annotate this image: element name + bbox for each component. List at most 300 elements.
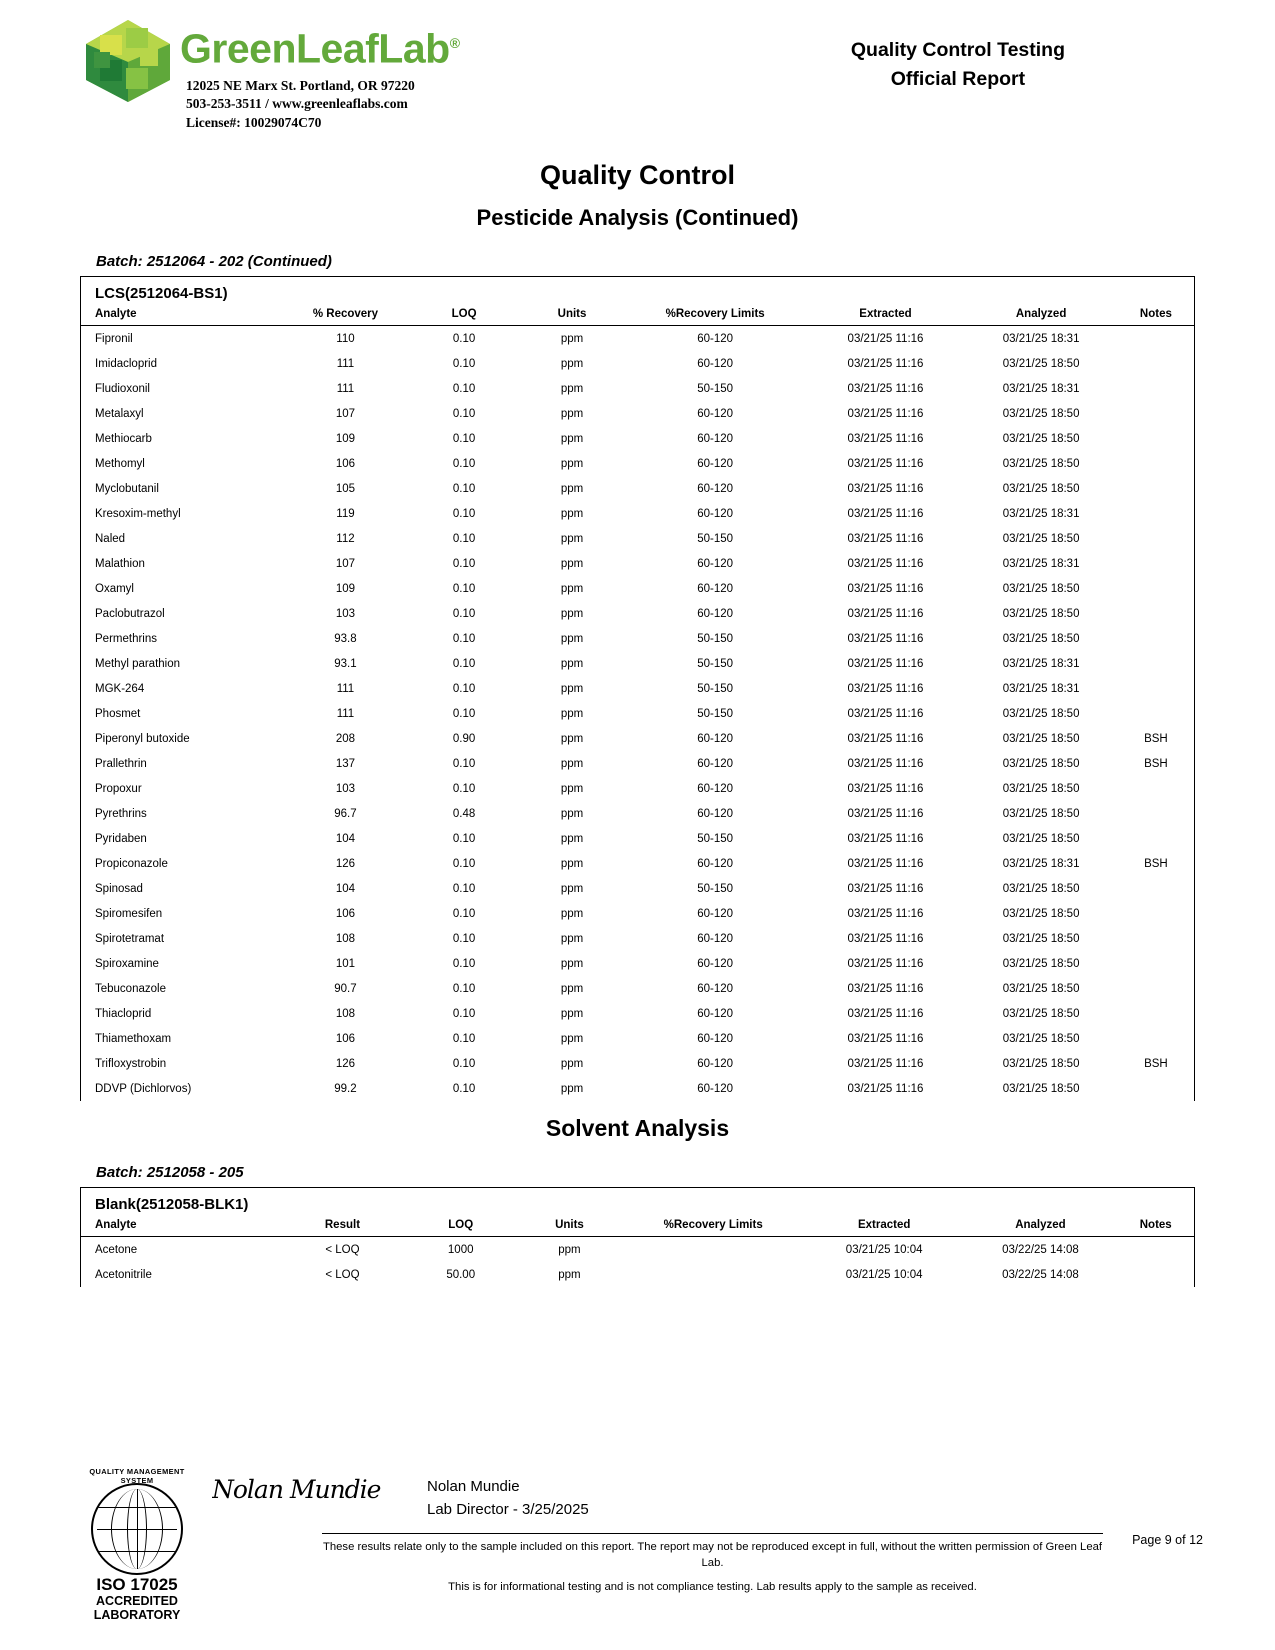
cell-analyzed: 03/21/25 18:50 bbox=[1002, 407, 1080, 420]
cell-extracted: 03/21/25 11:16 bbox=[847, 407, 924, 420]
cell-units: ppm bbox=[560, 982, 584, 995]
page-title: Quality Control bbox=[540, 160, 735, 191]
cell-analyzed: 03/21/25 18:50 bbox=[1002, 832, 1080, 845]
page-number: Page 9 of 12 bbox=[1132, 1533, 1203, 1547]
cell-limits: 60-120 bbox=[697, 1082, 734, 1095]
table-row bbox=[81, 426, 1194, 451]
cell-extracted: 03/21/25 11:16 bbox=[847, 982, 924, 995]
table-row bbox=[81, 901, 1194, 926]
table-row bbox=[81, 551, 1194, 576]
cell-limits: 60-120 bbox=[697, 407, 734, 420]
cell-value: 93.1 bbox=[334, 657, 357, 670]
cell-analyte: Spiroxamine bbox=[95, 957, 159, 970]
table-row bbox=[81, 676, 1194, 701]
col-analyzed: Analyzed bbox=[1015, 308, 1067, 321]
table-row bbox=[81, 801, 1194, 826]
cell-value: 126 bbox=[335, 1057, 356, 1070]
cell-limits bbox=[621, 1262, 804, 1287]
cell-loq: 0.10 bbox=[452, 507, 476, 520]
pesticide-table-body bbox=[81, 326, 1194, 1102]
disclaimer bbox=[322, 1533, 1103, 1595]
cell-value: 106 bbox=[335, 457, 356, 470]
cell-analyzed: 03/22/25 14:08 bbox=[1002, 1243, 1079, 1256]
cell-loq: 0.10 bbox=[452, 832, 476, 845]
cell-analyzed: 03/22/25 14:08 bbox=[1002, 1268, 1079, 1281]
table-row bbox=[81, 451, 1194, 476]
cell-extracted: 03/21/25 11:16 bbox=[847, 507, 924, 520]
cell-units: ppm bbox=[560, 557, 584, 570]
address-line-1: 12025 NE Marx St. Portland, OR 97220 bbox=[186, 77, 415, 93]
iso-standard-label: ISO 17025 bbox=[96, 1575, 178, 1594]
table-row bbox=[81, 1026, 1194, 1051]
cell-analyzed: 03/21/25 18:50 bbox=[1002, 1082, 1080, 1095]
cell-value: 119 bbox=[336, 507, 355, 520]
cell-loq: 0.10 bbox=[452, 957, 476, 970]
cell-value: 104 bbox=[335, 832, 356, 845]
cell-notes bbox=[1118, 1076, 1194, 1101]
col-analyte: Analyte bbox=[95, 1219, 137, 1232]
cell-loq: 0.10 bbox=[452, 332, 476, 345]
col-analyzed: Analyzed bbox=[1015, 1219, 1066, 1232]
cell-units: ppm bbox=[560, 482, 584, 495]
cell-units: ppm bbox=[560, 657, 584, 670]
cell-loq: 0.10 bbox=[452, 1057, 476, 1070]
cell-value: 107 bbox=[335, 407, 356, 420]
cell-value: 106 bbox=[335, 907, 356, 920]
brand-block bbox=[80, 18, 460, 132]
cell-value: 107 bbox=[335, 557, 356, 570]
cell-analyzed: 03/21/25 18:50 bbox=[1002, 357, 1080, 370]
cell-value: 106 bbox=[335, 1032, 356, 1045]
cell-value: 111 bbox=[336, 357, 355, 370]
brand-text-block bbox=[180, 18, 460, 132]
cell-limits: 50-150 bbox=[697, 682, 734, 695]
signer-name: Nolan Mundie bbox=[427, 1478, 520, 1495]
cell-analyte: Phosmet bbox=[95, 707, 141, 720]
cell-limits: 60-120 bbox=[697, 932, 734, 945]
cell-limits: 60-120 bbox=[697, 757, 734, 770]
cell-analyzed: 03/21/25 18:50 bbox=[1002, 807, 1080, 820]
cell-analyte: MGK-264 bbox=[95, 682, 145, 695]
col-recovery-limits: %Recovery Limits bbox=[665, 308, 765, 321]
cell-value: 103 bbox=[335, 782, 356, 795]
cell-analyzed: 03/21/25 18:50 bbox=[1002, 532, 1080, 545]
cell-extracted: 03/21/25 11:16 bbox=[847, 557, 924, 570]
cell-units: ppm bbox=[560, 907, 584, 920]
cell-loq: 0.10 bbox=[452, 457, 476, 470]
cell-extracted: 03/21/25 11:16 bbox=[847, 482, 924, 495]
cell-analyzed: 03/21/25 18:50 bbox=[1002, 907, 1080, 920]
cell-limits: 60-120 bbox=[697, 507, 734, 520]
cell-extracted: 03/21/25 11:16 bbox=[847, 732, 924, 745]
cell-loq: 0.10 bbox=[452, 657, 476, 670]
cell-limits: 60-120 bbox=[697, 582, 734, 595]
cell-analyzed: 03/21/25 18:31 bbox=[1002, 557, 1080, 570]
cell-units: ppm bbox=[558, 1268, 581, 1281]
iso-laboratory-label: LABORATORY bbox=[93, 1608, 181, 1622]
cell-analyte: Pyridaben bbox=[95, 832, 147, 845]
cell-limits: 50-150 bbox=[697, 532, 734, 545]
lab-address bbox=[186, 77, 460, 133]
cell-value: 108 bbox=[335, 932, 356, 945]
report-title bbox=[851, 36, 1065, 94]
cell-notes bbox=[1118, 901, 1194, 926]
cell-value: 108 bbox=[335, 1007, 356, 1020]
cell-extracted: 03/21/25 11:16 bbox=[847, 532, 924, 545]
col-recovery: % Recovery bbox=[312, 308, 379, 321]
cell-value: < LOQ bbox=[325, 1243, 360, 1256]
brand-name-text: GreenLeafLab bbox=[180, 25, 450, 72]
cell-analyte: Acetone bbox=[95, 1243, 138, 1256]
col-units: Units bbox=[555, 1219, 584, 1232]
cell-analyzed: 03/21/25 18:50 bbox=[1002, 607, 1080, 620]
cell-loq: 0.10 bbox=[452, 707, 476, 720]
cell-notes: BSH bbox=[1144, 1057, 1168, 1070]
cell-loq: 0.10 bbox=[452, 532, 476, 545]
cell-units: ppm bbox=[560, 707, 584, 720]
cell-extracted: 03/21/25 10:04 bbox=[845, 1243, 923, 1256]
cell-loq: 0.10 bbox=[452, 607, 476, 620]
signature-image: Nolan Mundie bbox=[212, 1475, 381, 1504]
cell-extracted: 03/21/25 11:16 bbox=[847, 857, 924, 870]
cell-notes bbox=[1118, 951, 1194, 976]
cell-notes bbox=[1117, 1262, 1194, 1287]
cell-loq: 0.10 bbox=[452, 432, 476, 445]
cell-analyzed: 03/21/25 18:50 bbox=[1002, 482, 1080, 495]
table-row bbox=[81, 701, 1194, 726]
table-row bbox=[81, 376, 1194, 401]
cell-analyte: Methyl parathion bbox=[95, 657, 181, 670]
col-loq: LOQ bbox=[448, 1219, 474, 1232]
table-row bbox=[81, 851, 1194, 876]
qms-arc-label: QUALITY MANAGEMENT SYSTEM bbox=[89, 1467, 185, 1485]
cell-notes: BSH bbox=[1144, 857, 1168, 870]
cell-analyzed: 03/21/25 18:50 bbox=[1002, 882, 1080, 895]
cell-value: < LOQ bbox=[325, 1268, 360, 1281]
pesticide-header-row bbox=[81, 308, 1194, 326]
report-title-line-1: Quality Control Testing bbox=[850, 39, 1065, 61]
address-line-2: 503-253-3511 / www.greenleaflabs.com bbox=[186, 96, 408, 112]
signer-title: Lab Director - 3/25/2025 bbox=[427, 1501, 589, 1518]
cell-analyte: Piperonyl butoxide bbox=[95, 732, 190, 745]
cell-analyte: Tebuconazole bbox=[95, 982, 166, 995]
cell-notes: BSH bbox=[1144, 732, 1168, 745]
cell-limits: 60-120 bbox=[697, 482, 734, 495]
pesticide-table bbox=[81, 308, 1194, 1101]
table-row bbox=[81, 1001, 1194, 1026]
cell-loq: 50.00 bbox=[446, 1268, 476, 1281]
cell-notes bbox=[1118, 801, 1194, 826]
cell-loq: 0.10 bbox=[452, 857, 476, 870]
cell-notes bbox=[1118, 426, 1194, 451]
cell-loq: 0.10 bbox=[452, 482, 476, 495]
cell-analyzed: 03/21/25 18:50 bbox=[1002, 782, 1080, 795]
cell-extracted: 03/21/25 11:16 bbox=[847, 1007, 924, 1020]
cell-units: ppm bbox=[560, 1082, 584, 1095]
cell-notes bbox=[1118, 476, 1194, 501]
cell-units: ppm bbox=[560, 407, 584, 420]
cell-analyzed: 03/21/25 18:50 bbox=[1002, 582, 1080, 595]
cell-loq: 0.10 bbox=[452, 632, 476, 645]
cell-analyte: Myclobutanil bbox=[95, 482, 159, 495]
cell-loq: 0.10 bbox=[452, 682, 476, 695]
cell-limits: 50-150 bbox=[697, 882, 734, 895]
table-row bbox=[81, 876, 1194, 901]
cell-loq: 0.10 bbox=[452, 882, 476, 895]
cell-loq: 0.10 bbox=[452, 407, 476, 420]
cell-analyzed: 03/21/25 18:50 bbox=[1002, 932, 1080, 945]
cell-units: ppm bbox=[560, 632, 584, 645]
cell-analyzed: 03/21/25 18:31 bbox=[1002, 857, 1080, 870]
cell-notes bbox=[1118, 926, 1194, 951]
cell-extracted: 03/21/25 11:16 bbox=[847, 1032, 924, 1045]
cell-extracted: 03/21/25 11:16 bbox=[847, 632, 924, 645]
cell-notes bbox=[1118, 326, 1194, 352]
solvent-table-head bbox=[81, 1219, 1194, 1237]
registered-trademark: ® bbox=[449, 35, 460, 51]
cell-value: 103 bbox=[335, 607, 356, 620]
cell-units: ppm bbox=[560, 832, 584, 845]
cell-notes bbox=[1118, 676, 1194, 701]
cell-extracted: 03/21/25 11:16 bbox=[847, 882, 924, 895]
iso-accredited-label: ACCREDITED bbox=[96, 1594, 178, 1608]
table-row bbox=[81, 976, 1194, 1001]
cell-extracted: 03/21/25 11:16 bbox=[847, 1057, 924, 1070]
cell-analyzed: 03/21/25 18:50 bbox=[1002, 957, 1080, 970]
cell-loq: 0.10 bbox=[452, 782, 476, 795]
report-title-line-2: Official Report bbox=[890, 68, 1026, 90]
cell-units: ppm bbox=[560, 882, 584, 895]
cell-extracted: 03/21/25 11:16 bbox=[847, 932, 924, 945]
cell-units: ppm bbox=[560, 682, 584, 695]
cell-notes bbox=[1118, 501, 1194, 526]
cell-units: ppm bbox=[560, 357, 584, 370]
cell-analyte: Spinosad bbox=[95, 882, 143, 895]
cell-notes bbox=[1118, 451, 1194, 476]
cell-value: 109 bbox=[335, 582, 356, 595]
solvent-header-row bbox=[81, 1219, 1194, 1237]
col-loq: LOQ bbox=[451, 308, 477, 321]
cell-notes bbox=[1117, 1237, 1194, 1263]
cell-value: 137 bbox=[335, 757, 356, 770]
cell-extracted: 03/21/25 11:16 bbox=[847, 607, 924, 620]
cell-notes bbox=[1118, 826, 1194, 851]
cell-limits: 60-120 bbox=[697, 607, 734, 620]
cell-extracted: 03/21/25 11:16 bbox=[847, 807, 924, 820]
cell-loq: 0.10 bbox=[452, 582, 476, 595]
cell-value: 101 bbox=[335, 957, 356, 970]
cell-analyzed: 03/21/25 18:31 bbox=[1002, 657, 1080, 670]
cell-notes bbox=[1118, 626, 1194, 651]
disclaimer-line-1: These results relate only to the sample included on this report. The report may not be reproduced except in full, without the written permission of Green Leaf Lab. bbox=[322, 1541, 1103, 1569]
cell-loq: 1000 bbox=[447, 1243, 474, 1256]
cell-limits: 50-150 bbox=[697, 832, 734, 845]
cell-units: ppm bbox=[560, 957, 584, 970]
cell-loq: 0.10 bbox=[452, 382, 476, 395]
cell-loq: 0.10 bbox=[452, 1082, 476, 1095]
pesticide-table-head bbox=[81, 308, 1194, 326]
table-row bbox=[81, 476, 1194, 501]
cell-limits: 60-120 bbox=[697, 432, 734, 445]
cell-notes bbox=[1118, 351, 1194, 376]
cell-notes bbox=[1118, 576, 1194, 601]
cell-extracted: 03/21/25 11:16 bbox=[847, 357, 924, 370]
cell-analyte: Propiconazole bbox=[95, 857, 168, 870]
cell-extracted: 03/21/25 11:16 bbox=[847, 707, 924, 720]
cell-notes bbox=[1118, 401, 1194, 426]
table-row bbox=[81, 1051, 1194, 1076]
cell-value: 105 bbox=[335, 482, 356, 495]
cell-analyzed: 03/21/25 18:50 bbox=[1002, 1007, 1080, 1020]
signer-block bbox=[427, 1467, 589, 1521]
cell-extracted: 03/21/25 11:16 bbox=[847, 757, 924, 770]
cell-analyte: Fipronil bbox=[95, 332, 133, 345]
green-leaf-lab-logo-icon bbox=[80, 18, 176, 104]
cell-limits: 50-150 bbox=[697, 707, 734, 720]
table-row bbox=[81, 776, 1194, 801]
cell-limits: 60-120 bbox=[697, 982, 734, 995]
footer-row bbox=[72, 1467, 1203, 1622]
cell-extracted: 03/21/25 11:16 bbox=[847, 682, 924, 695]
col-extracted: Extracted bbox=[859, 308, 912, 321]
page-subtitle: Pesticide Analysis (Continued) bbox=[476, 205, 799, 231]
cell-analyzed: 03/21/25 18:31 bbox=[1002, 332, 1080, 345]
cell-units: ppm bbox=[560, 782, 584, 795]
cell-limits: 50-150 bbox=[697, 632, 734, 645]
table-row bbox=[81, 501, 1194, 526]
table-row bbox=[81, 651, 1194, 676]
cell-analyte: Naled bbox=[95, 532, 126, 545]
cell-notes bbox=[1118, 376, 1194, 401]
table-row bbox=[81, 351, 1194, 376]
cell-notes: BSH bbox=[1144, 757, 1168, 770]
cell-loq: 0.10 bbox=[452, 757, 476, 770]
cell-analyzed: 03/21/25 18:50 bbox=[1002, 1057, 1080, 1070]
cell-limits: 60-120 bbox=[697, 332, 734, 345]
cell-analyzed: 03/21/25 18:31 bbox=[1002, 382, 1080, 395]
cell-units: ppm bbox=[560, 1057, 584, 1070]
cell-analyzed: 03/21/25 18:31 bbox=[1002, 507, 1080, 520]
cell-extracted: 03/21/25 11:16 bbox=[847, 382, 924, 395]
cell-loq: 0.10 bbox=[452, 907, 476, 920]
cell-extracted: 03/21/25 11:16 bbox=[847, 457, 924, 470]
solvent-section-title: Solvent Analysis bbox=[545, 1115, 730, 1142]
cell-limits: 50-150 bbox=[697, 382, 734, 395]
cell-analyte: Propoxur bbox=[95, 782, 142, 795]
col-analyte: Analyte bbox=[95, 308, 137, 321]
cell-limits: 60-120 bbox=[697, 907, 734, 920]
cell-units: ppm bbox=[560, 732, 584, 745]
col-extracted: Extracted bbox=[857, 1219, 911, 1232]
table-row bbox=[81, 1262, 1194, 1287]
cell-value: 126 bbox=[335, 857, 356, 870]
cell-units: ppm bbox=[560, 932, 584, 945]
table-row bbox=[81, 926, 1194, 951]
table-row bbox=[81, 951, 1194, 976]
cell-extracted: 03/21/25 11:16 bbox=[847, 907, 924, 920]
cell-value: 93.8 bbox=[334, 632, 357, 645]
cell-notes bbox=[1118, 776, 1194, 801]
cell-units: ppm bbox=[560, 607, 584, 620]
cell-limits bbox=[621, 1237, 804, 1263]
cell-limits: 60-120 bbox=[697, 1032, 734, 1045]
table-row bbox=[81, 576, 1194, 601]
solvent-batch-label: Batch: 2512058 - 205 bbox=[96, 1164, 244, 1182]
cell-extracted: 03/21/25 11:16 bbox=[847, 432, 924, 445]
cell-limits: 50-150 bbox=[697, 657, 734, 670]
pesticide-table-block bbox=[80, 276, 1195, 1101]
cell-loq: 0.10 bbox=[452, 1007, 476, 1020]
cell-units: ppm bbox=[560, 1032, 584, 1045]
report-footer bbox=[0, 1467, 1275, 1632]
cell-notes bbox=[1118, 876, 1194, 901]
cell-analyzed: 03/21/25 18:50 bbox=[1002, 707, 1080, 720]
cell-analyzed: 03/21/25 18:50 bbox=[1002, 732, 1080, 745]
cell-analyzed: 03/21/25 18:31 bbox=[1002, 682, 1080, 695]
cell-limits: 60-120 bbox=[697, 1057, 734, 1070]
solvent-table bbox=[81, 1219, 1194, 1287]
cell-limits: 60-120 bbox=[697, 457, 734, 470]
cell-units: ppm bbox=[560, 432, 584, 445]
signature-area bbox=[202, 1467, 1203, 1595]
table-row bbox=[81, 401, 1194, 426]
solvent-block-title: Blank(2512058-BLK1) bbox=[95, 1196, 249, 1214]
disclaimer-line-2: This is for informational testing and is not compliance testing. Lab results apply to the sample as received. bbox=[448, 1581, 977, 1593]
cell-analyte: Kresoxim-methyl bbox=[95, 507, 181, 520]
cell-value: 99.2 bbox=[334, 1082, 357, 1095]
cell-limits: 60-120 bbox=[697, 557, 734, 570]
solvent-table-block bbox=[80, 1187, 1195, 1287]
cell-limits: 60-120 bbox=[697, 807, 734, 820]
cell-units: ppm bbox=[560, 382, 584, 395]
table-row bbox=[81, 326, 1194, 352]
cell-value: 111 bbox=[336, 682, 355, 695]
cell-value: 109 bbox=[335, 432, 356, 445]
cell-analyzed: 03/21/25 18:50 bbox=[1002, 632, 1080, 645]
globe-icon bbox=[91, 1483, 183, 1575]
col-result: Result bbox=[324, 1219, 361, 1232]
cell-value: 111 bbox=[336, 707, 355, 720]
cell-units: ppm bbox=[560, 757, 584, 770]
cell-loq: 0.10 bbox=[452, 557, 476, 570]
cell-analyte: Malathion bbox=[95, 557, 145, 570]
cell-units: ppm bbox=[560, 332, 584, 345]
cell-units: ppm bbox=[560, 457, 584, 470]
cell-loq: 0.10 bbox=[452, 932, 476, 945]
table-row bbox=[81, 526, 1194, 551]
cell-analyte: Methomyl bbox=[95, 457, 145, 470]
cell-extracted: 03/21/25 11:16 bbox=[847, 332, 924, 345]
cell-extracted: 03/21/25 11:16 bbox=[847, 957, 924, 970]
cell-limits: 60-120 bbox=[697, 357, 734, 370]
cell-extracted: 03/21/25 11:16 bbox=[847, 832, 924, 845]
table-row bbox=[81, 1237, 1194, 1263]
solvent-table-body bbox=[81, 1237, 1194, 1288]
pesticide-block-title: LCS(2512064-BS1) bbox=[95, 285, 228, 303]
license-line: License#: 10029074C70 bbox=[186, 114, 322, 130]
signature-row bbox=[212, 1467, 1203, 1521]
table-row bbox=[81, 601, 1194, 626]
cell-analyte: Thiacloprid bbox=[95, 1007, 152, 1020]
cell-limits: 60-120 bbox=[697, 732, 734, 745]
brand-name bbox=[180, 18, 460, 74]
cell-units: ppm bbox=[560, 507, 584, 520]
table-row bbox=[81, 1076, 1194, 1101]
cell-value: 96.7 bbox=[334, 807, 357, 820]
cell-analyte: Acetonitrile bbox=[95, 1268, 152, 1281]
col-units: Units bbox=[557, 308, 587, 321]
cell-analyte: Permethrins bbox=[95, 632, 157, 645]
